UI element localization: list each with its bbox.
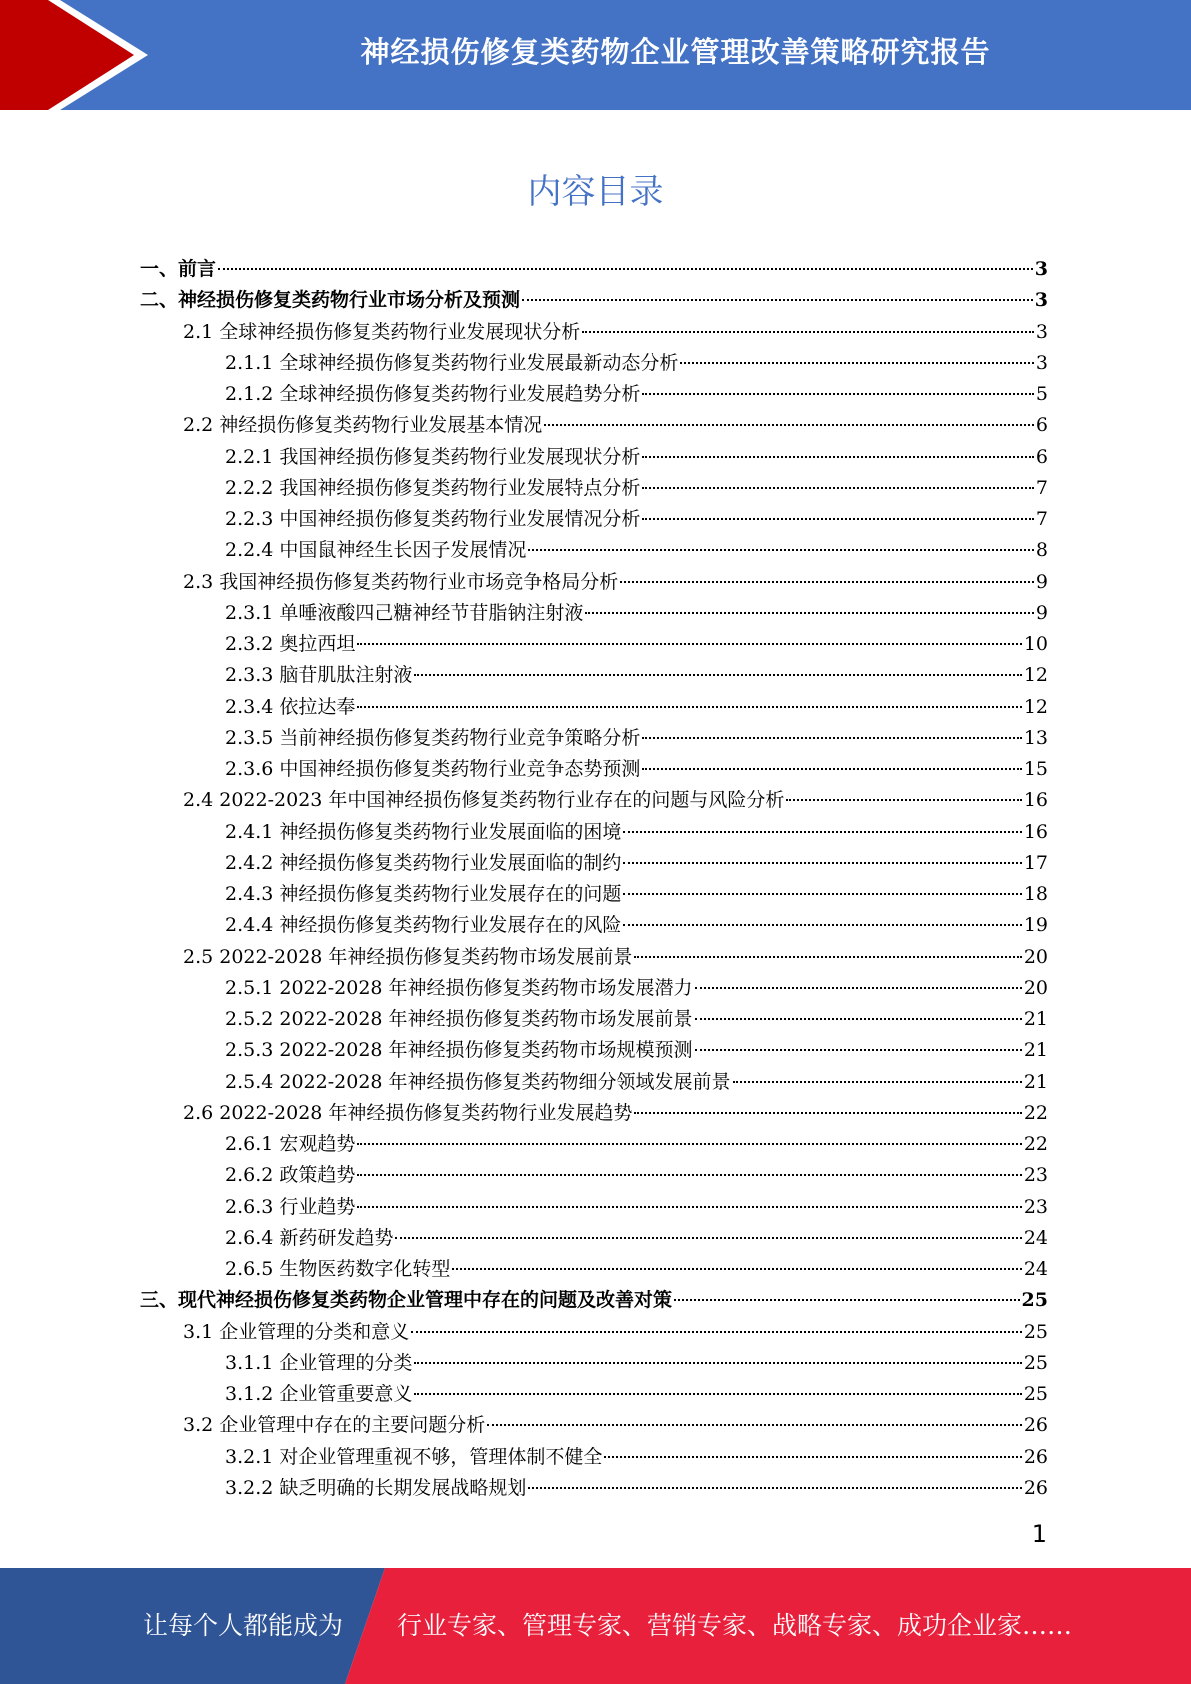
toc-leader-dots (218, 268, 1033, 270)
toc-leader-dots (528, 1487, 1021, 1489)
toc-entry-title: 2.2.3 中国神经损伤修复类药物行业发展情况分析 (225, 508, 641, 530)
toc-leader-dots (695, 1018, 1022, 1020)
toc-entry-page: 9 (1035, 601, 1048, 624)
toc-entry-page: 21 (1023, 1070, 1048, 1093)
toc-leader-dots (582, 331, 1034, 333)
footer-banner (0, 1568, 1191, 1684)
toc-entry[interactable] (140, 1223, 1048, 1254)
toc-leader-dots (411, 1331, 1022, 1333)
toc-entry-page: 6 (1035, 445, 1048, 468)
toc-entry-title: 2.6 2022-2028 年神经损伤修复类药物行业发展趋势 (183, 1101, 633, 1124)
toc-entry-title: 2.3.1 单唾液酸四己糖神经节苷脂钠注射液 (225, 601, 584, 624)
toc-entry-title: 2.6.3 行业趋势 (225, 1195, 356, 1218)
toc-entry[interactable] (140, 1160, 1048, 1191)
toc-entry-page: 3 (1035, 320, 1048, 343)
toc-entry[interactable] (140, 567, 1048, 598)
toc-entry[interactable] (140, 1035, 1048, 1066)
footer-slogan-left: 让每个人都能成为 (143, 1611, 344, 1640)
toc-entry-page: 24 (1023, 1258, 1048, 1280)
toc-leader-dots (528, 549, 1034, 551)
toc-entry[interactable] (140, 285, 1048, 316)
toc-entry[interactable] (140, 1004, 1048, 1035)
toc-entry-title: 2.3.3 脑苷肌肽注射液 (225, 664, 413, 687)
toc-entry-title: 3.1.2 企业管重要意义 (225, 1383, 413, 1405)
toc-entry[interactable] (140, 817, 1048, 848)
toc-entry[interactable] (140, 1442, 1048, 1473)
toc-entry-page: 22 (1023, 1101, 1048, 1124)
toc-entry[interactable] (140, 910, 1048, 941)
toc-entry-title: 2.3 我国神经损伤修复类药物行业市场竞争格局分析 (183, 570, 619, 593)
toc-leader-dots (642, 518, 1034, 520)
toc-entry-title: 2.4 2022-2023 年中国神经损伤修复类药物行业存在的问题与风险分析 (183, 789, 785, 812)
toc-leader-dots (733, 1081, 1022, 1083)
toc-entry-title: 2.4.2 神经损伤修复类药物行业发展面临的制约 (225, 851, 622, 874)
toc-entry-title: 一、前言 (140, 258, 217, 280)
toc-entry-title: 2.5 2022-2028 年神经损伤修复类药物市场发展前景 (183, 945, 633, 968)
toc-leader-dots (357, 706, 1021, 708)
toc-leader-dots (634, 956, 1021, 958)
page-number: 1 (1031, 1520, 1047, 1548)
toc-leader-dots (357, 643, 1021, 645)
toc-entry-title: 2.1 全球神经损伤修复类药物行业发展现状分析 (183, 320, 581, 343)
toc-entry-page: 5 (1035, 383, 1048, 405)
toc-entry[interactable] (140, 317, 1048, 348)
toc-entry[interactable] (140, 410, 1048, 441)
toc-entry-page: 17 (1023, 851, 1048, 874)
toc-leader-dots (623, 831, 1021, 833)
toc-entry-page: 23 (1023, 1164, 1048, 1187)
toc-entry-title: 2.3.4 依拉达奉 (225, 695, 356, 718)
toc-entry[interactable] (140, 973, 1048, 1004)
toc-entry[interactable] (140, 754, 1048, 785)
toc-leader-dots (487, 1424, 1022, 1426)
toc-entry-title: 2.2.4 中国鼠神经生长因子发展情况 (225, 539, 527, 562)
toc-leader-dots (674, 1299, 1020, 1301)
toc-entry-page: 7 (1035, 476, 1048, 499)
toc-entry[interactable] (140, 504, 1048, 535)
toc-entry[interactable] (140, 1285, 1048, 1316)
toc-entry[interactable] (140, 1192, 1048, 1223)
footer-slogan-right: 行业专家、管理专家、营销专家、战略专家、成功企业家…… (397, 1611, 1073, 1640)
toc-entry[interactable] (140, 1098, 1048, 1129)
toc-entry-title: 2.1.1 全球神经损伤修复类药物行业发展最新动态分析 (225, 351, 679, 374)
toc-entry-page: 6 (1035, 414, 1048, 437)
toc-entry[interactable] (140, 848, 1048, 879)
toc-entry-page: 16 (1023, 789, 1048, 812)
toc-entry-title: 2.2.2 我国神经损伤修复类药物行业发展特点分析 (225, 476, 641, 499)
chevron-arrow-icon (0, 0, 150, 110)
toc-entry[interactable] (140, 660, 1048, 691)
toc-entry-title: 2.5.3 2022-2028 年神经损伤修复类药物市场规模预测 (225, 1039, 693, 1062)
toc-entry-page: 12 (1023, 695, 1048, 718)
toc-leader-dots (357, 1143, 1021, 1145)
toc-entry-page: 3 (1034, 258, 1048, 280)
toc-entry-title: 2.5.1 2022-2028 年神经损伤修复类药物市场发展潜力 (225, 976, 693, 999)
toc-entry[interactable] (140, 1067, 1048, 1098)
toc-entry-title: 2.5.2 2022-2028 年神经损伤修复类药物市场发展前景 (225, 1008, 693, 1030)
toc-leader-dots (623, 924, 1021, 926)
toc-entry[interactable] (140, 1129, 1048, 1160)
toc-entry-title: 2.4.4 神经损伤修复类药物行业发展存在的风险 (225, 914, 622, 937)
toc-entry-title: 2.5.4 2022-2028 年神经损伤修复类药物细分领域发展前景 (225, 1070, 731, 1093)
toc-leader-dots (695, 987, 1022, 989)
toc-entry-page: 25 (1021, 1289, 1048, 1312)
header-banner (0, 0, 1191, 110)
toc-leader-dots (357, 1174, 1021, 1176)
toc-leader-dots (695, 1049, 1022, 1051)
toc-entry-page: 15 (1023, 758, 1048, 780)
toc-entry-title: 2.2.1 我国神经损伤修复类药物行业发展现状分析 (225, 445, 641, 468)
toc-entry-title: 2.4.1 神经损伤修复类药物行业发展面临的困境 (225, 820, 622, 843)
toc-entry-page: 9 (1035, 570, 1048, 593)
toc-entry-title: 3.1.1 企业管理的分类 (225, 1351, 413, 1374)
toc-entry-title: 2.4.3 神经损伤修复类药物行业发展存在的问题 (225, 883, 622, 905)
table-of-contents (140, 254, 1048, 1504)
toc-entry[interactable] (140, 1473, 1048, 1504)
toc-entry[interactable] (140, 1410, 1048, 1441)
toc-entry-title: 三、现代神经损伤修复类药物企业管理中存在的问题及改善对策 (140, 1289, 673, 1312)
toc-leader-dots (623, 862, 1021, 864)
toc-leader-dots (414, 1393, 1021, 1395)
toc-entry[interactable] (140, 379, 1048, 410)
toc-entry-page: 22 (1023, 1133, 1048, 1155)
toc-entry-page: 26 (1023, 1414, 1048, 1437)
toc-entry-page: 23 (1023, 1195, 1048, 1218)
toc-entry-page: 26 (1023, 1445, 1048, 1468)
toc-leader-dots (642, 456, 1034, 458)
toc-entry-title: 2.6.1 宏观趋势 (225, 1133, 356, 1155)
toc-leader-dots (604, 1456, 1021, 1458)
toc-entry-title: 2.6.4 新药研发趋势 (225, 1226, 394, 1249)
toc-entry-page: 25 (1023, 1383, 1048, 1405)
toc-entry[interactable] (140, 535, 1048, 566)
toc-entry[interactable] (140, 629, 1048, 660)
toc-entry[interactable] (140, 879, 1048, 910)
toc-leader-dots (680, 362, 1034, 364)
toc-entry-page: 8 (1035, 539, 1048, 562)
toc-leader-dots (585, 612, 1034, 614)
toc-entry-title: 2.3.6 中国神经损伤修复类药物行业竞争态势预测 (225, 758, 641, 780)
toc-leader-dots (414, 674, 1021, 676)
toc-leader-dots (522, 299, 1033, 301)
toc-leader-dots (544, 424, 1034, 426)
toc-entry[interactable] (140, 1379, 1048, 1410)
toc-entry-page: 12 (1023, 664, 1048, 687)
toc-entry[interactable] (140, 254, 1048, 285)
toc-leader-dots (786, 799, 1021, 801)
toc-entry[interactable] (140, 1317, 1048, 1348)
toc-entry-page: 18 (1023, 883, 1048, 905)
toc-entry-page: 10 (1023, 633, 1048, 655)
toc-entry-title: 3.1 企业管理的分类和意义 (183, 1320, 410, 1343)
toc-entry-page: 21 (1023, 1039, 1048, 1062)
toc-entry[interactable] (140, 1254, 1048, 1285)
toc-entry-title: 3.2 企业管理中存在的主要问题分析 (183, 1414, 486, 1437)
toc-entry-page: 3 (1035, 351, 1048, 374)
toc-leader-dots (623, 893, 1021, 895)
toc-leader-dots (642, 393, 1034, 395)
toc-entry-title: 2.3.5 当前神经损伤修复类药物行业竞争策略分析 (225, 726, 641, 749)
report-title: 神经损伤修复类药物企业管理改善策略研究报告 (360, 34, 991, 69)
toc-entry-title: 2.6.2 政策趋势 (225, 1164, 356, 1187)
toc-leader-dots (634, 1112, 1021, 1114)
toc-leader-dots (642, 737, 1021, 739)
toc-entry[interactable] (140, 942, 1048, 973)
toc-entry-title: 3.2.1 对企业管理重视不够，管理体制不健全 (225, 1445, 603, 1468)
toc-leader-dots (357, 1206, 1021, 1208)
toc-entry[interactable] (140, 723, 1048, 754)
toc-heading: 内容目录 (527, 172, 664, 212)
toc-entry-page: 7 (1035, 508, 1048, 530)
toc-entry-page: 20 (1023, 976, 1048, 999)
toc-entry[interactable] (140, 785, 1048, 816)
toc-entry-title: 二、神经损伤修复类药物行业市场分析及预测 (140, 289, 521, 312)
toc-entry[interactable] (140, 348, 1048, 379)
toc-leader-dots (620, 581, 1034, 583)
toc-entry-title: 2.1.2 全球神经损伤修复类药物行业发展趋势分析 (225, 383, 641, 405)
toc-entry-page: 16 (1023, 820, 1048, 843)
toc-entry-page: 19 (1023, 914, 1048, 937)
toc-entry-title: 2.6.5 生物医药数字化转型 (225, 1258, 451, 1280)
toc-entry-page: 21 (1023, 1008, 1048, 1030)
toc-entry-page: 24 (1023, 1226, 1048, 1249)
toc-entry-title: 3.2.2 缺乏明确的长期发展战略规划 (225, 1476, 527, 1499)
toc-entry-page: 25 (1023, 1351, 1048, 1374)
toc-entry[interactable] (140, 1348, 1048, 1379)
toc-entry-page: 13 (1023, 726, 1048, 749)
toc-entry-title: 2.2 神经损伤修复类药物行业发展基本情况 (183, 414, 543, 437)
toc-leader-dots (395, 1237, 1021, 1239)
toc-entry[interactable] (140, 442, 1048, 473)
toc-leader-dots (452, 1268, 1021, 1270)
toc-entry-page: 26 (1023, 1476, 1048, 1499)
toc-entry-page: 25 (1023, 1320, 1048, 1343)
toc-entry-page: 20 (1023, 945, 1048, 968)
toc-entry[interactable] (140, 692, 1048, 723)
toc-leader-dots (642, 487, 1034, 489)
toc-entry[interactable] (140, 473, 1048, 504)
toc-leader-dots (414, 1362, 1021, 1364)
toc-entry-page: 3 (1034, 289, 1048, 312)
toc-entry-title: 2.3.2 奥拉西坦 (225, 633, 356, 655)
toc-entry[interactable] (140, 598, 1048, 629)
toc-leader-dots (642, 768, 1021, 770)
